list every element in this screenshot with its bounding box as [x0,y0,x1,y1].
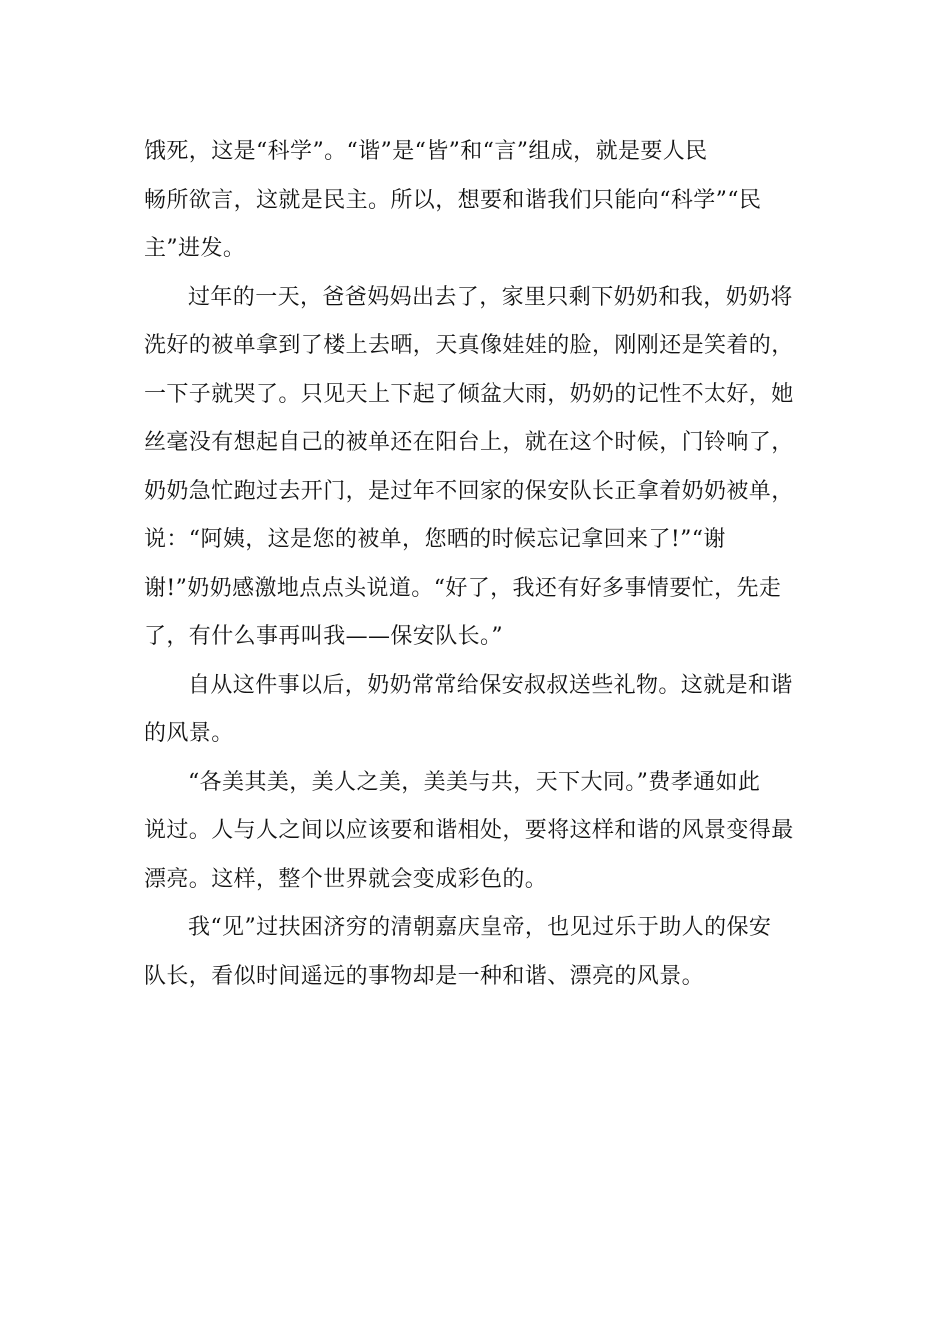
body-text [144,128,807,1001]
text-line: 畅所欲言，这就是民主。所以，想要和谐我们只能向“科学”“民 [144,187,762,213]
text-line: 说：“阿姨，这是您的被单，您晒的时候忘记拿回来了!”“谢 [144,527,726,552]
text-line: 了，有什么事再叫我——保安队长。” [144,624,504,649]
text-line: 一下子就哭了。只见天上下起了倾盆大雨，奶奶的记性不太好，她 [144,381,794,407]
paragraph-first-line: “各美其美，美人之美，美美与共，天下大同。”费孝通如此 [188,769,761,795]
text-line: 漂亮。这样，整个世界就会变成彩色的。 [144,866,548,892]
text-line: 饿死，这是“科学”。“谐”是“皆”和“言”组成，就是要人民 [144,139,708,164]
text-line: 主”进发。 [144,236,246,261]
text-line: 说过。人与人之间以应该要和谐相处，要将这样和谐的风景变得最 [144,818,794,843]
text-line: 奶奶急忙跑过去开门，是过年不回家的保安队长正拿着奶奶被单， [144,478,794,504]
text-line: 队长，看似时间遥远的事物却是一种和谐、漂亮的风景。 [144,963,705,989]
paragraph-first-line: 过年的一天，爸爸妈妈出去了，家里只剩下奶奶和我，奶奶将 [188,284,793,310]
paragraph-first-line: 自从这件事以后，奶奶常常给保安叔叔送些礼物。这就是和谐 [188,672,793,698]
text-line: 丝毫没有想起自己的被单还在阳台上，就在这个时候，门铃响了， [144,430,794,455]
text-line: 谢!”奶奶感激地点点头说道。“好了，我还有好多事情要忙，先走 [144,575,782,601]
text-line: 的风景。 [144,721,234,746]
text-line: 洗好的被单拿到了楼上去晒，天真像娃娃的脸，刚刚还是笑着的， [144,333,794,358]
paragraph-first-line: 我“见”过扶困济穷的清朝嘉庆皇帝，也见过乐于助人的保安 [188,915,772,940]
